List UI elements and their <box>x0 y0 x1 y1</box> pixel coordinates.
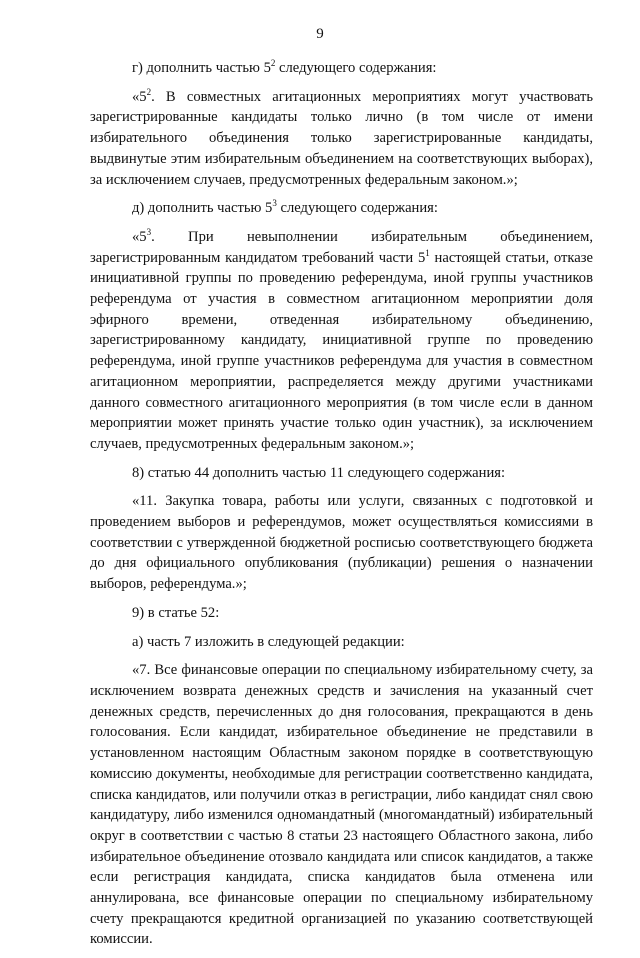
text: г) дополнить частью 5 <box>132 60 271 76</box>
text: настоящей статьи, отказе инициативной группы по проведению референдума, иной группы участников референдума от участия в совместном агитационном мероприятии доля эфирного времени, отведенная избирательному объединению, зарегистрированному кандидату, инициативной группе по проведению референдума, иной группе участников референдума для участия в совместном агитационном мероприятии, распределяется между другими участниками данного совместного агитационного мероприятия (в том числе если в данном мероприятии может принять участие только один участник), за исключением случаев, предусмотренных федеральным законом.»; <box>90 249 593 452</box>
paragraph-part-7-text: «7. Все финансовые операции по специальному избирательному счету, за исключением возврата денежных средств и зачисления на указанный счет денежных средств, перечисленных до дня голосования, прекращаются в день голосования. Если кандидат, избирательное объединение не представили в установленном настоящим Областным законом порядке в соответствующую комиссию документы, необходимые для регистрации соответственно кандидата, списка кандидатов, или получили отказ в регистрации, либо кандидат снял свою кандидатуру, либо изменился одномандатный (многомандатный) избирательный округ в соответствии с частью 8 статьи 23 настоящего Областного закона, либо избирательное объединение отозвало кандидата или список кандидатов, а также если регистрация кандидата, списка кандидатов была отменена или аннулирована, все финансовые операции по специальному избирательному счету прекращаются кредитной организацией по указанию соответствующей комиссии. <box>90 662 593 948</box>
superscript: 1 <box>425 247 430 258</box>
paragraph-article-52: 9) в статье 52: <box>132 604 220 621</box>
paragraph-part-11-text: «11. Закупка товара, работы или услуги, связанных с подготовкой и проведением выборов и референдумов, может осуществляться комиссиями в соответствии с утвержденной бюджетной росписью соответствующего бюджета до дня официального опубликования (публикации) решения о назначении выборов, референдума.»; <box>90 493 593 593</box>
paragraph-article-44: 8) статью 44 дополнить частью 11 следующего содержания: <box>132 464 506 481</box>
text: . При невыполнении избирательным объединением, зарегистрированным кандидатом требований части 5 <box>90 228 593 266</box>
text: «5 <box>132 88 147 105</box>
superscript: 3 <box>146 226 152 237</box>
paragraph-part-5-2-text <box>90 87 593 191</box>
paragraph-amend-part-5-2 <box>90 58 593 79</box>
superscript: 2 <box>270 58 276 68</box>
document-body <box>90 58 593 958</box>
superscript: 3 <box>272 198 277 209</box>
text: д) дополнить частью 5 <box>132 200 273 217</box>
text: следующего содержания: <box>275 60 437 76</box>
text: следующего содержания: <box>276 200 438 217</box>
paragraph-part-5-3-text <box>90 227 593 455</box>
paragraph-amend-part-5-3 <box>90 198 593 219</box>
page-number: 9 <box>316 26 324 42</box>
text: «5 <box>132 228 147 245</box>
text: . В совместных агитационных мероприятиях могут участвовать зарегистрированные кандидаты только лично (в том числе от имени избирательного объединения только зарегистрированные кандидаты, выдвинутые этим избирательным объединением на соответствующих выборах), за исключением случаев, предусмотренных федеральным законом.»; <box>90 88 593 188</box>
superscript: 2 <box>146 86 152 97</box>
paragraph-part-7-amend: а) часть 7 изложить в следующей редакции: <box>132 633 405 650</box>
